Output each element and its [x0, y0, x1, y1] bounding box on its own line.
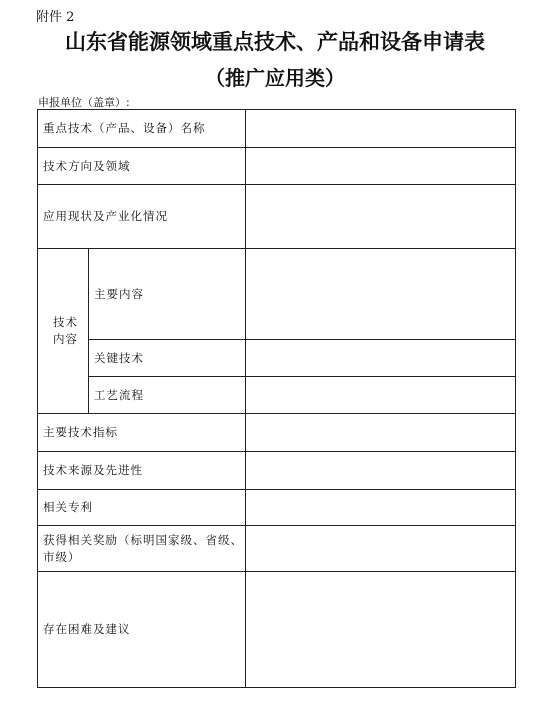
table-row [38, 110, 516, 148]
table-row [38, 572, 516, 688]
direction-value-cell[interactable] [246, 148, 516, 185]
row-label-key-tech: 关键技术 [89, 340, 246, 377]
source-value-cell[interactable] [246, 452, 516, 490]
row-label-indicators: 主要技术指标 [38, 414, 246, 452]
difficulties-value-cell[interactable] [246, 572, 516, 688]
row-label-direction: 技术方向及领域 [38, 148, 246, 185]
attachment-label: 附件 2 [36, 10, 75, 25]
row-label-awards: 获得相关奖励（标明国家级、省级、市级） [38, 526, 246, 572]
indicators-value-cell[interactable] [246, 414, 516, 452]
row-label-difficulties: 存在困难及建议 [38, 572, 246, 688]
group-label-tech-content [38, 249, 89, 414]
name-value-cell[interactable] [246, 110, 516, 148]
row-label-name: 重点技术（产品、设备）名称 [38, 110, 246, 148]
row-label-process: 工艺流程 [89, 377, 246, 414]
table-row [38, 185, 516, 249]
table-row [38, 490, 516, 526]
key-tech-value-cell[interactable] [246, 340, 516, 377]
main-content-value-cell[interactable] [246, 249, 516, 340]
table-row [38, 249, 516, 340]
table-row [38, 148, 516, 185]
awards-value-cell[interactable] [246, 526, 516, 572]
application-table [37, 109, 516, 688]
row-label-status: 应用现状及产业化情况 [38, 185, 246, 249]
row-label-main-content: 主要内容 [89, 249, 246, 340]
table-row [38, 452, 516, 490]
form-title: 山东省能源领域重点技术、产品和设备申请表 [65, 29, 485, 54]
row-label-patents: 相关专利 [38, 490, 246, 526]
table-row [38, 377, 516, 414]
patents-value-cell[interactable] [246, 490, 516, 526]
group-label-line2: 内容 [53, 332, 78, 346]
status-value-cell[interactable] [246, 185, 516, 249]
process-value-cell[interactable] [246, 377, 516, 414]
table-row [38, 340, 516, 377]
applicant-label: 申报单位（盖章）: [38, 96, 130, 109]
table-row [38, 414, 516, 452]
row-label-source: 技术来源及先进性 [38, 452, 246, 490]
table-row [38, 526, 516, 572]
group-label-line1: 技术 [53, 315, 78, 329]
form-subtitle: （推广应用类） [205, 66, 345, 90]
